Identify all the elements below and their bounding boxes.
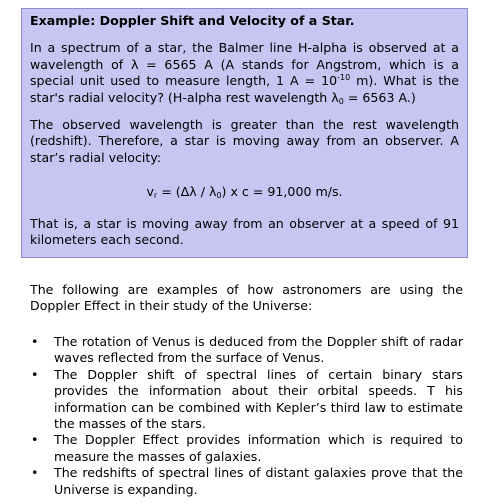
list-item-text: The redshifts of spectral lines of distant galaxies prove that the Universe is expanding.	[54, 465, 463, 497]
question-text-part-1: In a spectrum of a star, the Balmer line H-alpha is observed at a wavelength of λ = 6565 A (A stands for Angstrom, which is a special unit used to measure length, 1 A = 10	[30, 40, 459, 89]
question-text-part-2: m). What is the star's radial velocity? (H-alpha rest wavelength λ	[30, 73, 460, 105]
doppler-uses-list	[30, 334, 463, 498]
list-item	[30, 334, 463, 367]
formula-part-1: v	[146, 184, 154, 200]
bullet-icon: •	[31, 432, 39, 448]
list-item-text: The Doppler shift of spectral lines of certain binary stars provides the information about their orbital speeds. T his information can be combined with Kepler’s third law to estimate the masses of the stars.	[54, 366, 463, 432]
list-item	[30, 367, 463, 433]
example-question	[30, 40, 459, 106]
formula-part-2: = (Δλ / λ	[157, 184, 217, 200]
formula-part-3: ) x c = 91,000 m/s.	[221, 184, 343, 200]
list-item-text: The Doppler Effect provides information which is required to measure the masses of galaxies.	[54, 432, 463, 464]
velocity-formula	[30, 184, 459, 200]
list-item-text: The rotation of Venus is deduced from the Doppler shift of radar waves reflected from the surface of Venus.	[54, 334, 463, 366]
exponent: -10	[337, 73, 351, 83]
example-title: Example: Doppler Shift and Velocity of a Star.	[30, 13, 355, 28]
bullet-icon: •	[31, 366, 39, 382]
example-conclusion: That is, a star is moving away from an observer at a speed of 91 kilometers each second.	[30, 215, 459, 248]
bullet-icon: •	[31, 334, 39, 349]
intro-paragraph: The following are examples of how astronomers are using the Doppler Effect in their study of the Universe:	[30, 282, 463, 314]
formula-subscript-0: 0	[216, 191, 222, 201]
formula-subscript-r: r	[153, 191, 158, 201]
question-text-part-3: = 6563 A.)	[343, 89, 416, 105]
lambda-subscript: 0	[338, 96, 344, 106]
example-box	[21, 8, 468, 258]
list-item	[30, 465, 463, 498]
example-explanation: The observed wavelength is greater than the rest wavelength (redshift). Therefore, a star is moving away from an observer. A star’s radial velocity:	[30, 117, 459, 165]
list-item	[30, 432, 463, 465]
bullet-icon: •	[31, 465, 39, 481]
